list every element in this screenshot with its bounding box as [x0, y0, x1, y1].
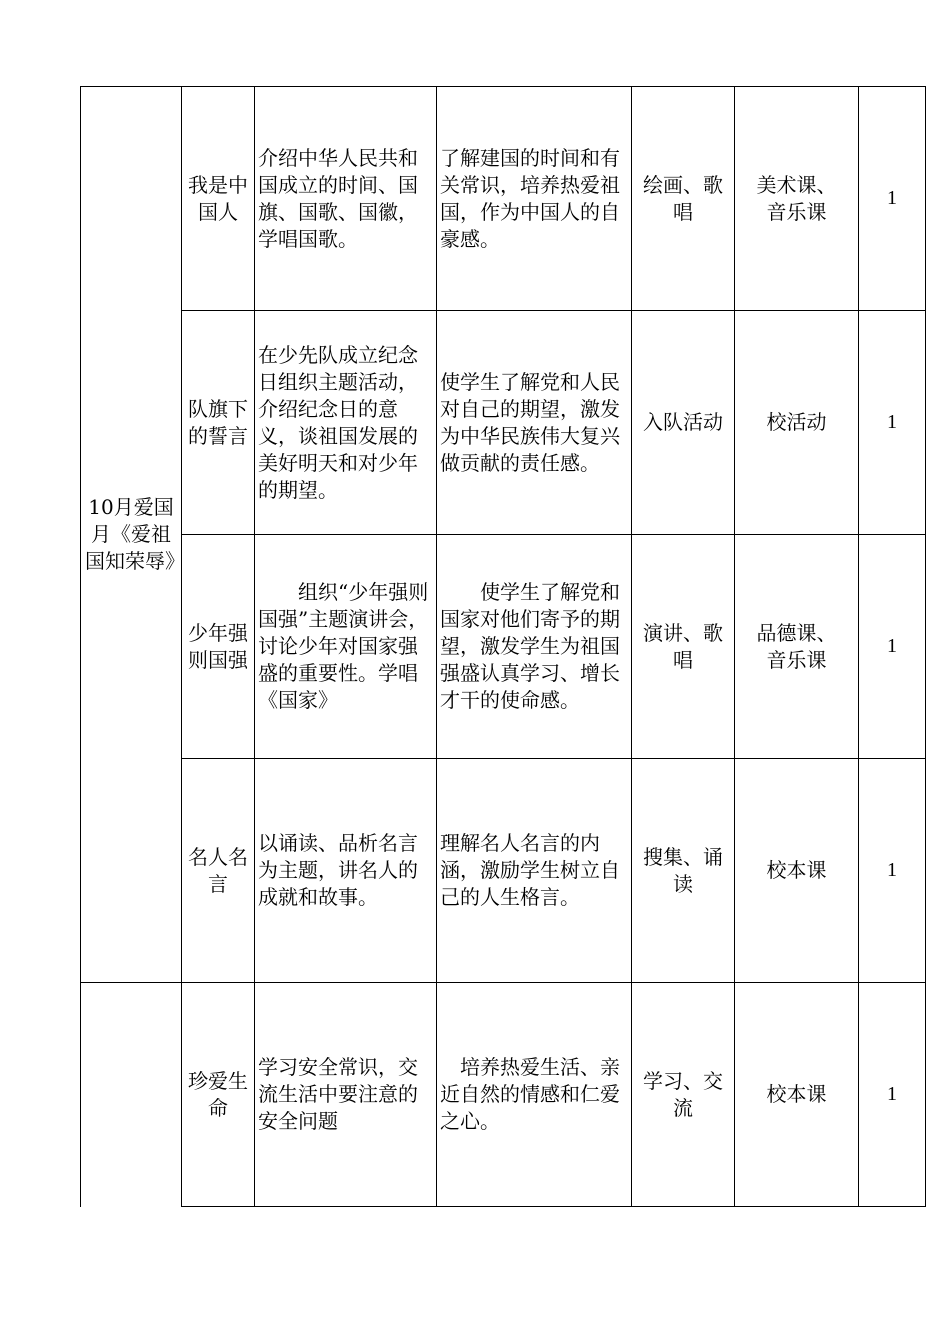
topic-cell: 队旗下的誓言	[182, 311, 255, 535]
hours-cell: 1	[859, 759, 926, 983]
course-cell: 校本课	[735, 759, 859, 983]
course-cell: 品德课、音乐课	[735, 535, 859, 759]
topic-cell: 名人名言	[182, 759, 255, 983]
topic-cell: 我是中国人	[182, 87, 255, 311]
content-cell: 在少先队成立纪念日组织主题活动，介绍纪念日的意义，谈祖国发展的美好明天和对少年的期望。	[255, 311, 437, 535]
hours-cell: 1	[859, 87, 926, 311]
activity-plan-table	[80, 86, 926, 1207]
content-cell: 以诵读、品析名言为主题，讲名人的成就和故事。	[255, 759, 437, 983]
content-cell: 学习安全常识，交流生活中要注意的安全问题	[255, 983, 437, 1207]
hours-cell: 1	[859, 983, 926, 1207]
table-row	[81, 535, 926, 759]
month-cell	[81, 983, 182, 1207]
form-cell: 学习、交流	[632, 983, 735, 1207]
course-cell: 校本课	[735, 983, 859, 1207]
goal-cell: 使学生了解党和国家对他们寄予的期望，激发学生为祖国强盛认真学习、增长才干的使命感。	[437, 535, 632, 759]
table-row	[81, 311, 926, 535]
goal-cell: 使学生了解党和人民对自己的期望，激发为中华民族伟大复兴做贡献的责任感。	[437, 311, 632, 535]
table-row	[81, 87, 926, 311]
goal-cell: 了解建国的时间和有关常识，培养热爱祖国，作为中国人的自豪感。	[437, 87, 632, 311]
form-cell: 绘画、歌唱	[632, 87, 735, 311]
content-cell: 介绍中华人民共和国成立的时间、国旗、国歌、国徽，学唱国歌。	[255, 87, 437, 311]
table-row	[81, 983, 926, 1207]
hours-cell: 1	[859, 535, 926, 759]
topic-cell: 珍爱生命	[182, 983, 255, 1207]
course-cell: 美术课、音乐课	[735, 87, 859, 311]
table-row	[81, 759, 926, 983]
hours-cell: 1	[859, 311, 926, 535]
form-cell: 演讲、歌唱	[632, 535, 735, 759]
month-cell: 10月爱国月《爱祖国知荣辱》	[81, 87, 182, 983]
form-cell: 入队活动	[632, 311, 735, 535]
goal-cell: 培养热爱生活、亲近自然的情感和仁爱之心。	[437, 983, 632, 1207]
content-cell: 组织“少年强则国强”主题演讲会，讨论少年对国家强盛的重要性。学唱《国家》	[255, 535, 437, 759]
course-cell: 校活动	[735, 311, 859, 535]
goal-cell: 理解名人名言的内涵，激励学生树立自己的人生格言。	[437, 759, 632, 983]
form-cell: 搜集、诵读	[632, 759, 735, 983]
topic-cell: 少年强则国强	[182, 535, 255, 759]
